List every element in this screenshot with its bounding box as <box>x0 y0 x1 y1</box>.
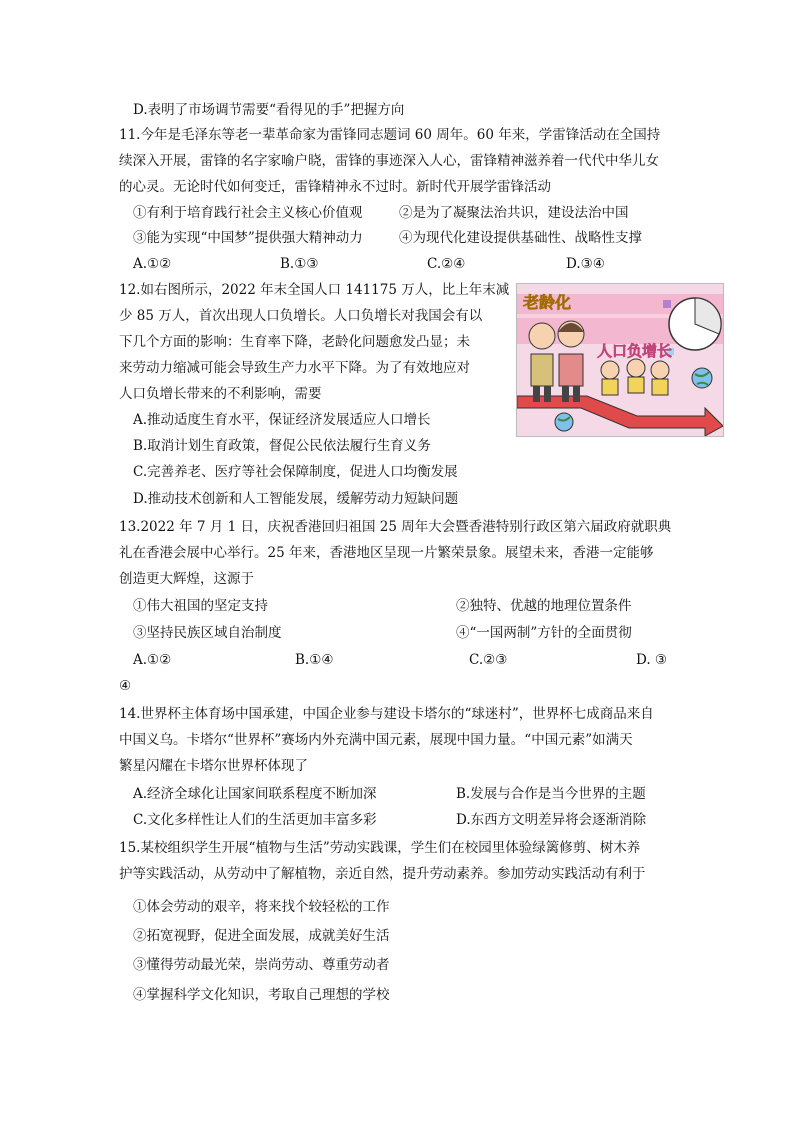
q10-option-d: D.表明了市场调节需要“看得见的手”把握方向 <box>133 102 405 118</box>
q12-option-c[interactable]: C.完善养老、医疗等社会保障制度，促进人口均衡发展 <box>133 464 458 480</box>
q14-option-d[interactable]: D.东西方文明差异将会逐渐消除 <box>456 812 647 828</box>
q13-stem-line-1: 13.2022 年 7 月 1 日，庆祝香港回归祖国 25 周年大会暨香港特别行政区第六届政府就职典 <box>119 519 672 535</box>
q13-item-3: ③坚持民族区域自治制度 <box>133 625 282 641</box>
q13-stem-line-2: 礼在香港会展中心举行。25 年来，香港地区呈现一片繁荣景象。展望未来，香港一定能够 <box>119 545 654 561</box>
q15-item-1: ①体会劳动的艰辛，将来找个较轻松的工作 <box>133 899 390 915</box>
q11-stem-line-2: 续深入开展，雷锋的名字家喻户晓，雷锋的事迹深入人心，雷锋精神滋养着一代代中华儿女 <box>119 153 659 169</box>
q13-option-a[interactable]: A.①② <box>133 652 172 668</box>
q11-item-2: ②是为了凝聚法治共识，建设法治中国 <box>399 205 629 221</box>
q15-item-3: ③懂得劳动最光荣，崇尚劳动、尊重劳动者 <box>133 957 390 973</box>
q14-option-b[interactable]: B.发展与合作是当今世界的主题 <box>456 786 646 802</box>
q13-option-d-wrap: ④ <box>119 678 132 694</box>
q12-option-a[interactable]: A.推动适度生育水平，保证经济发展适应人口增长 <box>133 412 431 428</box>
q15-item-4: ④掌握科学文化知识，考取自己理想的学校 <box>133 987 390 1003</box>
q14-stem-line-2: 中国义乌。卡塔尔“世界杯”赛场内外充满中国元素，展现中国力量。“中国元素”如满天 <box>119 732 633 748</box>
population-illustration-art <box>517 284 723 436</box>
q11-stem-line-3: 的心灵。无论时代如何变迁，雷锋精神永不过时。新时代开展学雷锋活动 <box>119 179 551 195</box>
q12-stem-line-3: 下几个方面的影响：生育率下降，老龄化问题愈发凸显；未 <box>119 334 470 350</box>
q12-option-d[interactable]: D.推动技术创新和人工智能发展，缓解劳动力短缺问题 <box>133 491 459 507</box>
q12-stem-line-5: 人口负增长带来的不利影响，需要 <box>119 386 322 402</box>
q11-item-4: ④为现代化建设提供基础性、战略性支撑 <box>399 230 642 246</box>
q15-item-2: ②拓宽视野，促进全面发展，成就美好生活 <box>133 928 390 944</box>
population-illustration <box>516 283 724 437</box>
q13-item-4: ④“一国两制”方针的全面贯彻 <box>456 625 632 641</box>
q11-item-1: ①有利于培育践行社会主义核心价值观 <box>133 205 363 221</box>
q14-option-a[interactable]: A.经济全球化让国家间联系程度不断加深 <box>133 786 377 802</box>
q11-stem-line-1: 11.今年是毛泽东等老一辈革命家为雷锋同志题词 60 周年。60 年来，学雷锋活动在全国持 <box>119 127 661 143</box>
q12-option-b[interactable]: B.取消计划生育政策，督促公民依法履行生育义务 <box>133 438 431 454</box>
q12-stem-line-4: 来劳动力缩减可能会导致生产力水平下降。为了有效地应对 <box>119 360 470 376</box>
q15-stem-line-2: 护等实践活动，从劳动中了解植物，亲近自然，提升劳动素养。参加劳动实践活动有利于 <box>119 866 646 882</box>
q14-option-c[interactable]: C.文化多样性让人们的生活更加丰富多彩 <box>133 812 377 828</box>
figure-label-aging: 老龄化 <box>523 295 572 312</box>
q13-option-b[interactable]: B.①④ <box>295 652 334 668</box>
q13-item-2: ②独特、优越的地理位置条件 <box>456 598 632 614</box>
q13-item-1: ①伟大祖国的坚定支持 <box>133 598 268 614</box>
q11-option-d[interactable]: D.③④ <box>566 256 605 272</box>
figure-label-negative-growth: 人口负增长 <box>597 343 673 360</box>
q14-stem-line-3: 繁星闪耀在卡塔尔世界杯体现了 <box>119 758 308 774</box>
q13-option-d[interactable]: D. ③ <box>636 652 668 668</box>
q11-option-a[interactable]: A.①② <box>133 256 172 272</box>
q13-option-c[interactable]: C.②③ <box>469 652 508 668</box>
q15-stem-line-1: 15.某校组织学生开展“植物与生活”劳动实践课，学生们在校园里体验绿篱修剪、树木养 <box>119 840 641 856</box>
q13-stem-line-3: 创造更大辉煌，这源于 <box>119 571 254 587</box>
q12-stem-line-2: 少 85 万人，首次出现人口负增长。人口负增长对我国会有以 <box>119 308 483 324</box>
q14-stem-line-1: 14.世界杯主体育场中国承建，中国企业参与建设卡塔尔的“球迷村”，世界杯七成商品来自 <box>119 706 654 722</box>
q11-option-b[interactable]: B.①③ <box>280 256 319 272</box>
q11-item-3: ③能为实现“中国梦”提供强大精神动力 <box>133 230 363 246</box>
q11-option-c[interactable]: C.②④ <box>427 256 466 272</box>
q12-stem-line-1: 12.如右图所示，2022 年末全国人口 141175 万人，比上年末减 <box>119 282 510 298</box>
